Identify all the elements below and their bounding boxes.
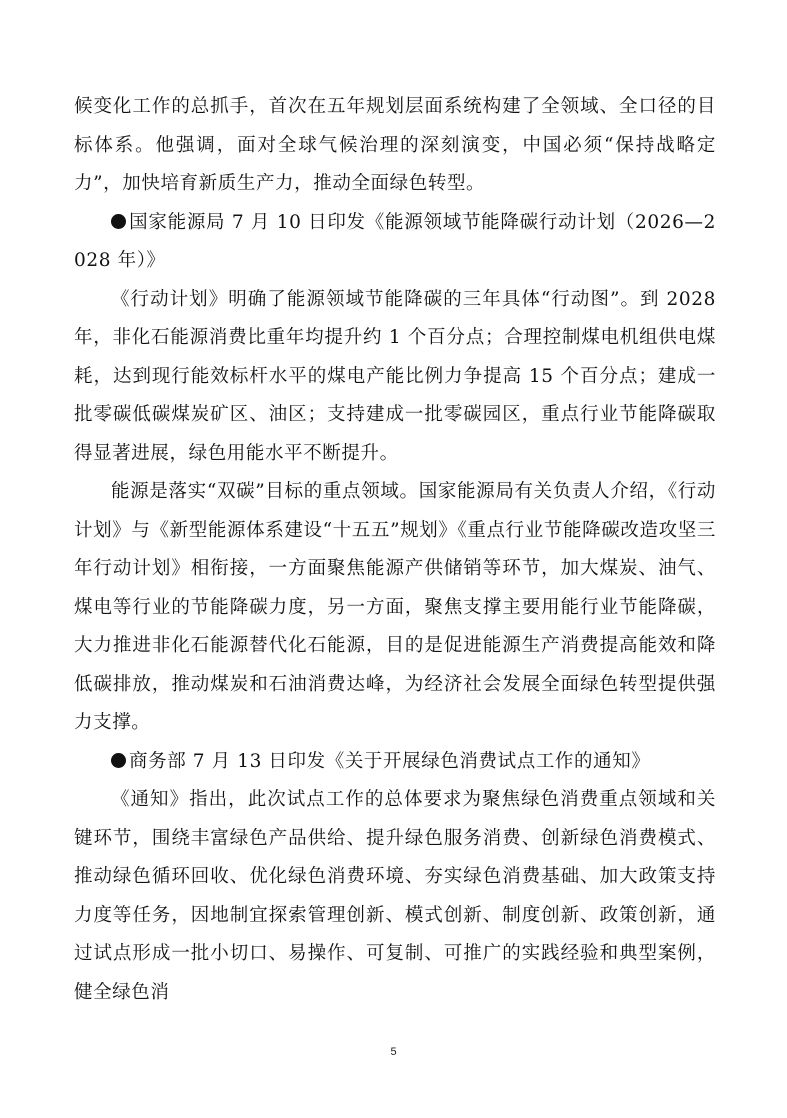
paragraph-text: 能源是落实“双碳”目标的重点领域。国家能源局有关负责人介绍，《行动计划》与《新型能源体系建设“十五五”规划》《重点行业节能降碳改造攻坚三年行动计划》相衔接，一方面聚焦能源产供储销等环节，加大煤炭、油气、煤电等行业的节能降碳力度，另一方面，聚焦支撑主要用能行业节能降碳，大力推进非化石能源替代化石能源，目的是促进能源生产消费提高能效和降低碳排放，推动煤炭和石油消费达峰，为经济社会发展全面绿色转型提供强力支撑。	[74, 481, 716, 733]
paragraph-continuation	[74, 88, 716, 204]
page-number: 5	[390, 1046, 397, 1058]
bullet-heading-text: 国家能源局 7 月 10 日印发《能源领域节能降碳行动计划（2026—2028 年）》	[74, 211, 716, 271]
document-body	[74, 88, 716, 1012]
bullet-heading-text: 商务部 7 月 13 日印发《关于开展绿色消费试点工作的通知》	[129, 750, 651, 772]
paragraph-text: 《行动计划》明确了能源领域节能降碳的三年具体“行动图”。到 2028 年，非化石能源消费比重年均提升约 1 个百分点；合理控制煤电机组供电煤耗，达到现行能效标杆水平的煤电产能比例力争提高 15 个百分点；建成一批零碳低碳煤炭矿区、油区；支持建成一批零碳园区，重点行业节能降碳取得显著进展，绿色用能水平不断提升。	[74, 288, 716, 464]
black-circle-bullet-icon	[111, 214, 126, 229]
paragraph-text: 《通知》指出，此次试点工作的总体要求为聚焦绿色消费重点领域和关键环节，围绕丰富绿色产品供给、提升绿色服务消费、创新绿色消费模式、推动绿色循环回收、优化绿色消费环境、夯实绿色消费基础、加大政策支持力度等任务，因地制宜探索管理创新、模式创新、制度创新、政策创新，通过试点形成一批小切口、易操作、可复制、可推广的实践经验和典型案例，健全绿色消	[74, 789, 716, 1003]
paragraph-action-plan-targets	[74, 281, 716, 474]
bullet-heading-ministry-of-commerce	[74, 743, 716, 782]
paragraph-notice-requirements	[74, 781, 716, 1012]
paragraph-text: 候变化工作的总抓手，首次在五年规划层面系统构建了全领域、全口径的目标体系。他强调，面对全球气候治理的深刻演变，中国必须“保持战略定力”，加快培育新质生产力，推动全面绿色转型。	[74, 96, 716, 194]
bullet-heading-energy-administration	[74, 204, 716, 281]
black-circle-bullet-icon	[111, 753, 126, 768]
paragraph-energy-key-field	[74, 473, 716, 743]
